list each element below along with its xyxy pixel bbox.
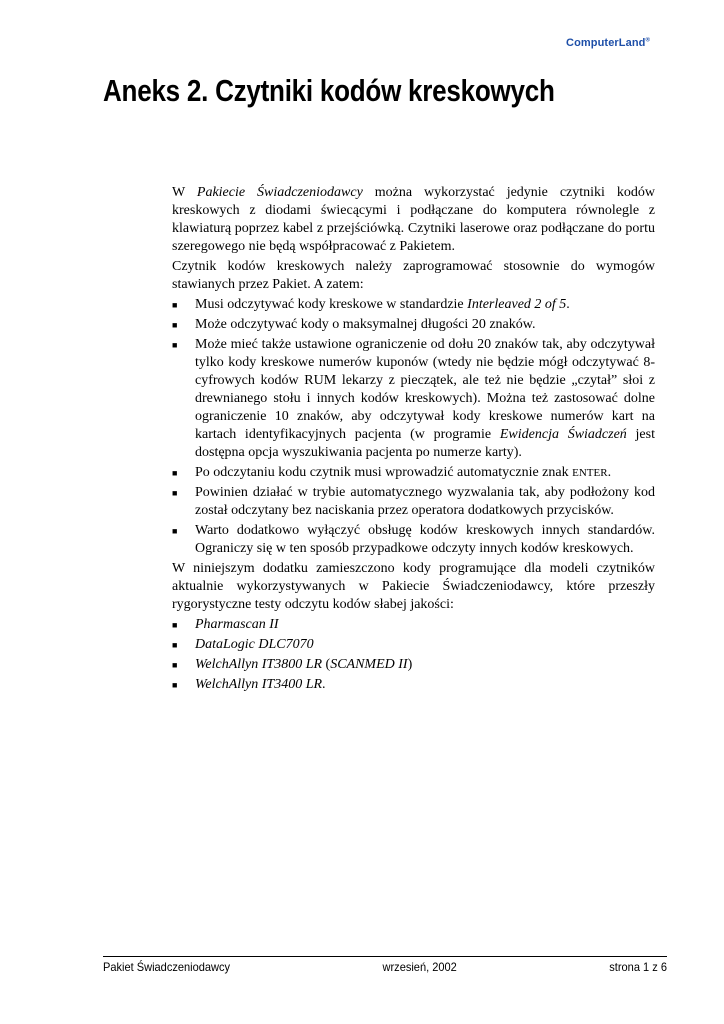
intro-paragraph: W Pakiecie Świadczeniodawcy można wykorzystać jedynie czytniki kodów kreskowych z diodami świecącymi i podłączane do komputera równolegle z klawiaturą poprzez kabel z przejściówką. Czytniki laserowe oraz podłączane do portu szeregowego nie będą współpracować z Pakietem.: [172, 185, 655, 254]
list-item: ■ DataLogic DLC7070: [172, 637, 314, 652]
list-item: ■ Może mieć także ustawione ograniczenie od dołu 20 znaków tak, aby odczytywał tylko kody kreskowe numerów kuponów (wtedy nie będzie mógł odczytywać 8-cyfrowych kodów RUM lekarzy z pieczątek, ale też nie będzie „czytał” słoi z drewnianego stołu i innych kodów kreskowych). Można też zastosować dolne ograniczenie 10 znaków, aby odczytywał kody kreskowe numerów kart na kartach identyfikacyjnych pacjenta (w programie Ewidencja Świadczeń jest dostępna opcja wyszukiwania pacjenta po numerze karty).: [172, 337, 655, 460]
footer-divider: [103, 956, 667, 957]
bullet-icon: ■: [172, 660, 178, 670]
requirements-list: [172, 296, 655, 558]
list-item: ■ Może odczytywać kody o maksymalnej długości 20 znaków.: [172, 317, 536, 332]
footer-page-number: strona 1 z 6: [609, 960, 667, 974]
document-body: [172, 184, 655, 696]
list-item: ■ Pharmascan II: [172, 617, 279, 632]
bullet-icon: ■: [172, 526, 178, 536]
page-footer: [103, 960, 667, 974]
bullet-icon: ■: [172, 320, 178, 330]
bullet-icon: ■: [172, 640, 178, 650]
list-item: ■ WelchAllyn IT3800 LR (SCANMED II): [172, 657, 413, 672]
bullet-icon: ■: [172, 468, 178, 478]
footer-date: wrzesień, 2002: [382, 960, 457, 974]
models-intro: W niniejszym dodatku zamieszczono kody programujące dla modeli czytników aktualnie wykorzystywanych w Pakiecie Świadczeniodawcy, które przeszły rygorystyczne testy odczytu kodów słabej jakości:: [172, 561, 655, 612]
bullet-icon: ■: [172, 300, 178, 310]
list-item: ■ Powinien działać w trybie automatycznego wyzwalania tak, aby podłożony kod został odczytany bez naciskania przez operatora dodatkowych przycisków.: [172, 485, 655, 518]
page-title: Aneks 2. Czytniki kodów kreskowych: [103, 73, 555, 108]
bullet-icon: ■: [172, 488, 178, 498]
list-item: ■ Musi odczytywać kody kreskowe w standardzie Interleaved 2 of 5.: [172, 297, 570, 312]
models-list: [172, 616, 655, 694]
list-item: ■ Po odczytaniu kodu czytnik musi wprowadzić automatycznie znak ENTER.: [172, 465, 612, 480]
bullet-icon: ■: [172, 620, 178, 630]
footer-document-name: Pakiet Świadczeniodawcy: [103, 960, 231, 974]
list-item: ■ WelchAllyn IT3400 LR.: [172, 677, 326, 692]
computerland-logo: ComputerLand®: [566, 37, 650, 49]
list-item: ■ Warto dodatkowo wyłączyć obsługę kodów kreskowych innych standardów. Ograniczy się w ten sposób przypadkowe odczyty innych kodów kreskowych.: [172, 523, 655, 556]
requirements-intro: Czytnik kodów kreskowych należy zaprogramować stosownie do wymogów stawianych przez Pakiet. A zatem:: [172, 259, 655, 292]
bullet-icon: ■: [172, 340, 178, 350]
bullet-icon: ■: [172, 680, 178, 690]
